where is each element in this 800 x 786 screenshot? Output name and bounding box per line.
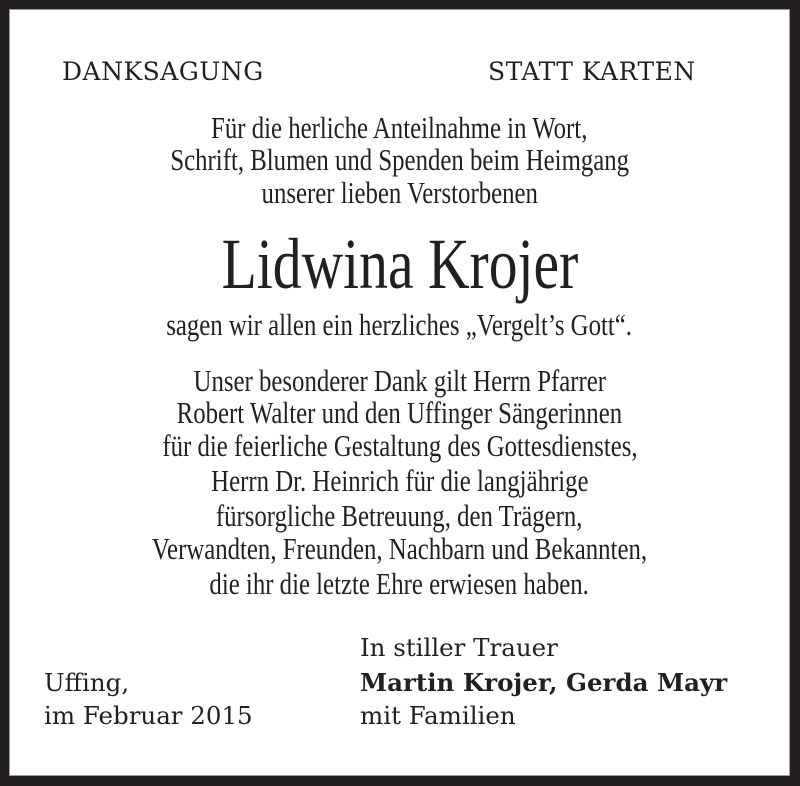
thanks-line: sagen wir allen ein herzliches „Vergelt’s Gott“. [166, 307, 633, 342]
special-thanks-line-2: Robert Walter und den Uffinger Sängerinnen [176, 395, 623, 430]
footer-place: Uffing, [44, 668, 130, 697]
special-thanks-line-1: Unser besonderer Dank gilt Herrn Pfarrer [193, 363, 606, 398]
obituary-notice [9, 9, 790, 776]
special-thanks-line-4: Herrn Dr. Heinrich für die langjährige [210, 463, 589, 498]
deceased-name: Lidwina Krojer [221, 224, 578, 304]
special-thanks-line-5: fürsorgliche Betreuung, den Trägern, [216, 498, 583, 533]
footer-mourners: Martin Krojer, Gerda Mayr [360, 668, 728, 697]
special-thanks-line-7: die ihr die letzte Ehre erwiesen haben. [209, 566, 590, 601]
special-thanks-line-3: für die feierliche Gestaltung des Gottesdienstes, [161, 428, 638, 463]
footer-date: im Februar 2015 [44, 701, 253, 730]
header-danksagung: DANKSAGUNG [62, 57, 264, 86]
intro-line-3: unserer lieben Verstorbenen [261, 175, 538, 210]
footer-family: mit Familien [360, 701, 516, 730]
intro-line-1: Für die herliche Anteilnahme in Wort, [211, 110, 588, 145]
header-statt-karten: STATT KARTEN [488, 57, 696, 86]
special-thanks-line-6: Verwandten, Freunden, Nachbarn und Bekannten, [151, 531, 648, 566]
footer-mourning-label: In stiller Trauer [360, 633, 558, 662]
intro-line-2: Schrift, Blumen und Spenden beim Heimgang [170, 142, 629, 177]
